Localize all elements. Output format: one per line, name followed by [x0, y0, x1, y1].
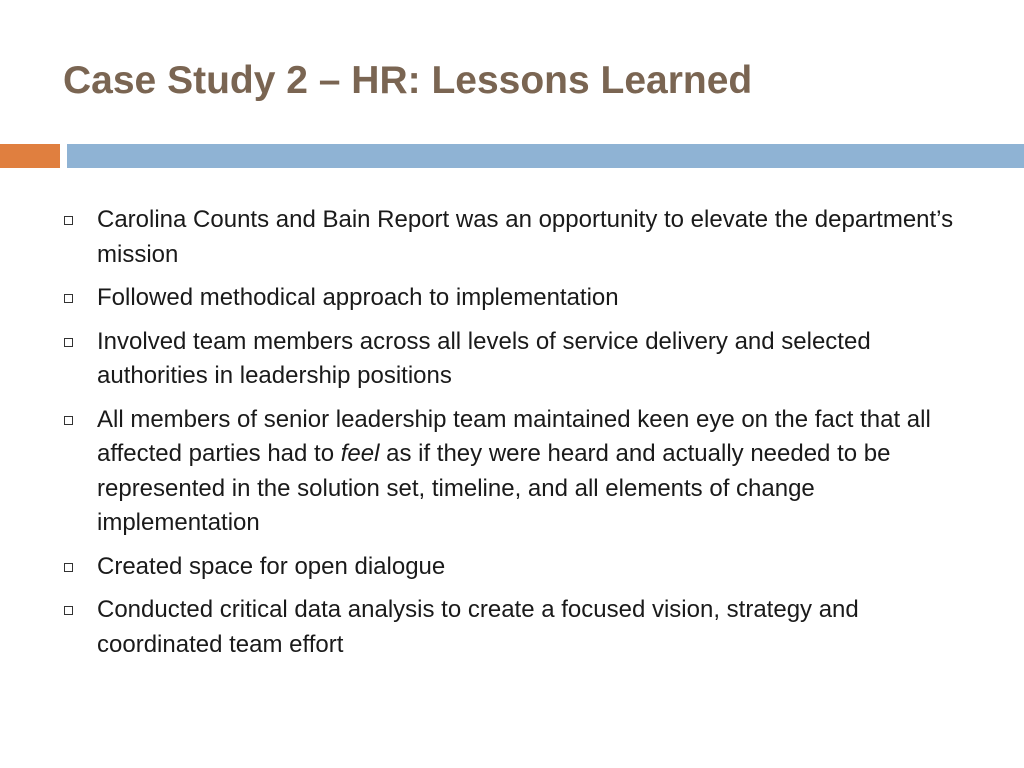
square-bullet-icon	[64, 606, 73, 615]
bullet-text-after: as if they were heard and actually needed to be represented in the solution set, timeline, and all elements of change implementation	[97, 440, 891, 536]
square-bullet-icon	[64, 216, 73, 225]
bullet-item	[63, 593, 983, 662]
bullet-item	[63, 325, 983, 394]
bullet-text: Followed methodical approach to implementation	[97, 284, 619, 311]
square-bullet-icon	[64, 416, 73, 425]
square-bullet-icon	[64, 563, 73, 572]
bullet-emphasis: feel	[340, 440, 380, 467]
square-bullet-icon	[64, 338, 73, 347]
square-bullet-icon	[64, 294, 73, 303]
bullet-text-before: All members of senior leadership team maintained keen eye on the fact that all affected parties had to	[97, 405, 931, 467]
bullet-item	[63, 281, 983, 316]
bullet-text: Conducted critical data analysis to create a focused vision, strategy and coordinated team effort	[97, 596, 859, 658]
bullet-text: Created space for open dialogue	[97, 552, 446, 580]
accent-bar-orange	[0, 144, 60, 168]
bullet-text: Involved team members across all levels of service delivery and selected authorities in leadership positions	[97, 327, 871, 389]
bullet-list	[63, 203, 983, 671]
bullet-item	[63, 203, 983, 272]
bullet-item	[63, 403, 983, 541]
accent-bar-blue	[67, 144, 1024, 168]
bullet-text: Carolina Counts and Bain Report was an opportunity to elevate the department’s mission	[97, 206, 954, 268]
bullet-text	[97, 406, 931, 537]
bullet-item	[63, 550, 983, 585]
slide-title: Case Study 2 – HR: Lessons Learned	[63, 59, 753, 102]
